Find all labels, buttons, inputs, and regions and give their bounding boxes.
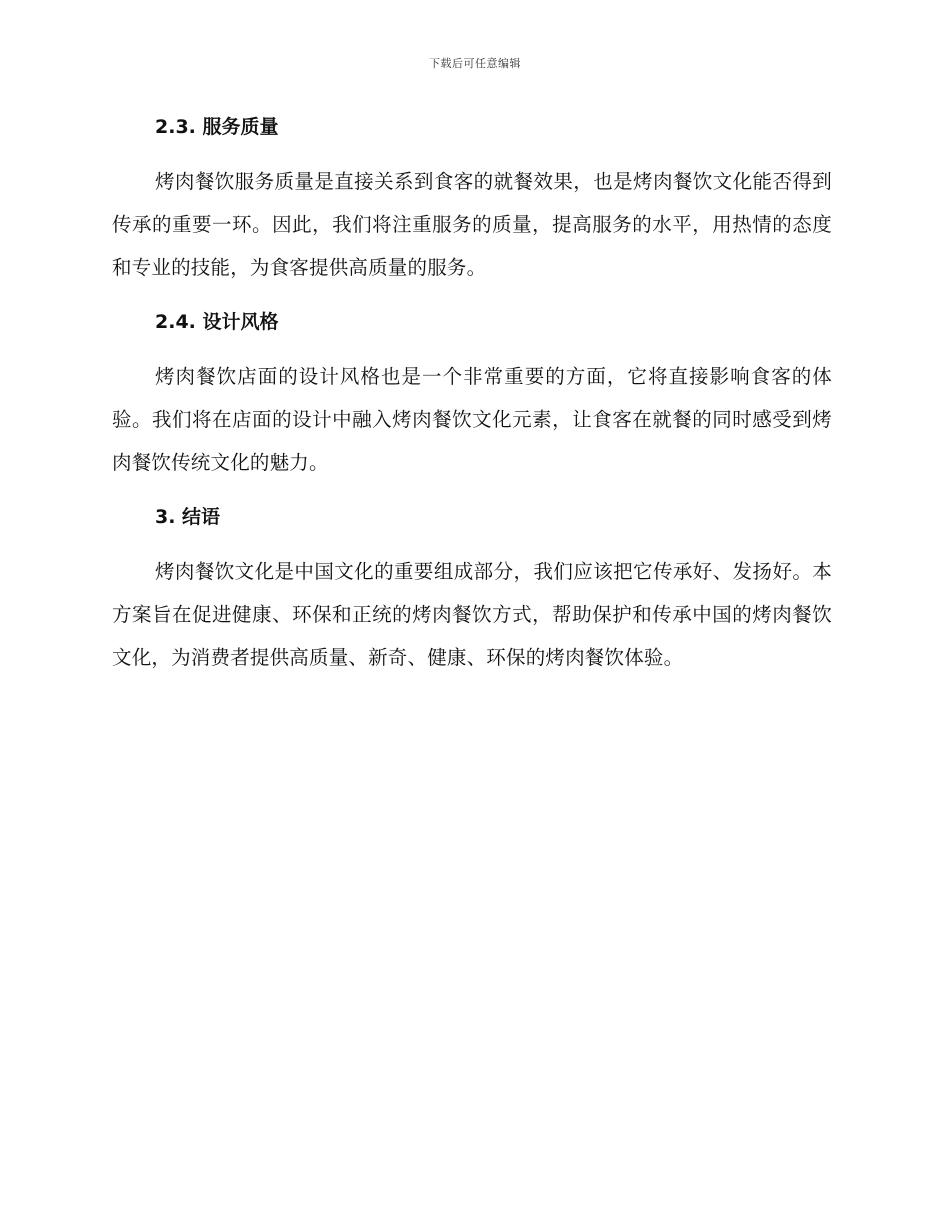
section-heading-design-style: 2.4. 设计风格 [155,311,279,333]
paragraph-design-style: 烤肉餐饮店面的设计风格也是一个非常重要的方面，它将直接影响食客的体验。我们将在店面的设计中融入烤肉餐饮文化元素，让食客在就餐的同时感受到烤肉餐饮传统文化的魅力。 [112,365,832,474]
section-heading-service-quality: 2.3. 服务质量 [155,116,279,138]
paragraph-service-quality: 烤肉餐饮服务质量是直接关系到食客的就餐效果，也是烤肉餐饮文化能否得到传承的重要一环。因此，我们将注重服务的质量，提高服务的水平，用热情的态度和专业的技能，为食客提供高质量的服务。 [112,170,832,279]
paragraph-conclusion: 烤肉餐饮文化是中国文化的重要组成部分，我们应该把它传承好、发扬好。本方案旨在促进健康、环保和正统的烤肉餐饮方式，帮助保护和传承中国的烤肉餐饮文化，为消费者提供高质量、新奇、健康、环保的烤肉餐饮体验。 [112,560,832,669]
section-heading-conclusion: 3. 结语 [155,506,221,528]
document-body [112,108,832,679]
page-header: 下载后可任意编辑 [429,57,521,70]
